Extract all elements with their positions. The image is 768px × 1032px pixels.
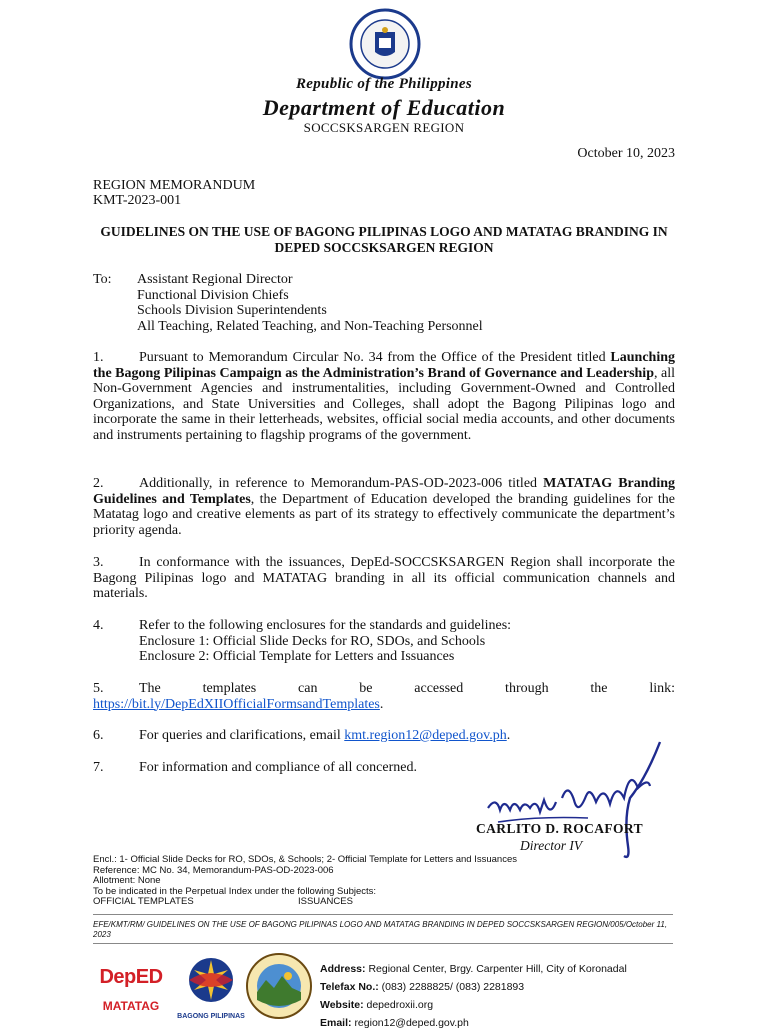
notes-block	[93, 855, 693, 908]
divider	[93, 914, 673, 915]
recipient-list	[137, 272, 483, 334]
paragraph-1: 1. Pursuant to Memorandum Circular No. 34 from the Office of the President titled Launching the Bagong Pilipinas Campaign as the Administration’s Brand of Governance and Leadership, all Non-Government Agencies and instrumentalities, including Government-Owned and Controlled Organizations, and State Universities and Colleges, shall adopt the Bagong Pilipinas logo and incorporate the same in their letterheads, websites, official social media accounts, and other documents and instruments pertaining to flagship programs of the government.	[93, 350, 676, 443]
reference-note: Reference: MC No. 34, Memorandum-PAS-OD-2023-006	[93, 864, 334, 876]
index-note: To be indicated in the Perpetual Index under the following Subjects:	[93, 885, 377, 897]
recipient: Functional Division Chiefs	[137, 287, 289, 303]
divider	[93, 943, 673, 944]
recipient: Assistant Regional Director	[137, 272, 293, 287]
to-label: To:	[93, 272, 112, 287]
memo-id	[93, 178, 255, 208]
allotment-note: Allotment: None	[93, 875, 161, 886]
enclosure-1: Enclosure 1: Official Slide Decks for RO, SDOs, and Schools	[139, 633, 486, 649]
signatory-name: CARLITO D. ROCAFORT	[476, 821, 644, 836]
recipient: Schools Division Superintendents	[137, 303, 327, 318]
contact-info	[320, 960, 627, 1032]
paragraph-number: 7.	[93, 760, 104, 775]
paragraph-3: 3. In conformance with the issuances, DepEd-SOCCSKSARGEN Region shall incorporate the Bagong Pilipinas logo and MATATAG branding in all its official communication channels and materials.	[93, 555, 675, 602]
enclosures-note: Encl.: 1- Official Slide Decks for RO, SDOs, & Schools; 2- Official Template for Letters and Issuances	[93, 854, 517, 865]
paragraph-number: 4.	[93, 618, 104, 633]
memo-number: KMT-2023-001	[93, 193, 182, 208]
templates-link[interactable]: https://bit.ly/DepEdXIIOfficialFormsandTemplates	[93, 696, 380, 712]
bagong-pilipinas-text: BAGONG PILIPINAS	[177, 1013, 245, 1020]
index-subjects: OFFICIAL TEMPLATES ISSUANCES	[93, 896, 353, 907]
department-heading: Department of Education	[262, 95, 506, 120]
paragraph-2: 2. Additionally, in reference to Memorandum-PAS-OD-2023-006 titled MATATAG Branding Guidelines and Templates, the Department of Education developed the branding guidelines for the Matatag logo and creative elements as part of its strategy to effectively communicate the department’s priority agenda.	[93, 476, 676, 538]
bagong-pilipinas-icon	[176, 956, 246, 1004]
region-xii-seal	[244, 952, 314, 1020]
signatory-position: Director IV	[520, 838, 583, 853]
matatag-logo-text: MATATAG	[102, 999, 160, 1013]
republic-heading: Republic of the Philippines	[295, 76, 473, 92]
region-heading: SOCCSKSARGEN REGION	[303, 120, 465, 135]
enclosure-2: Enclosure 2: Official Template for Letters and Issuances	[139, 649, 455, 665]
memo-title: GUIDELINES ON THE USE OF BAGONG PILIPINAS LOGO AND MATATAG BRANDING IN DEPED SOCCSKSARGEN REGION	[100, 224, 668, 255]
bagong-pilipinas-logo	[176, 956, 246, 1018]
email-line: Email: region12@deped.gov.ph	[320, 1017, 469, 1029]
file-reference: EFE/KMT/RM/ GUIDELINES ON THE USE OF BAGONG PILIPINAS LOGO AND MATATAG BRANDING IN DEPED SOCCSKSARGEN REGION/005/October 11, 2023	[93, 920, 668, 939]
paragraph-number: 6.	[93, 728, 104, 743]
memo-date: October 10, 2023	[577, 146, 675, 161]
deped-seal-logo	[349, 8, 421, 80]
paragraph-number: 1.	[93, 350, 104, 365]
deped-logo-text: DepED	[99, 966, 163, 988]
address-line: Address: Regional Center, Brgy. Carpenter Hill, City of Koronadal	[320, 963, 627, 975]
recipient: All Teaching, Related Teaching, and Non-Teaching Personnel	[137, 318, 483, 334]
paragraph-7: 7. For information and compliance of all concerned.	[93, 760, 417, 775]
paragraph-number: 5.	[93, 681, 104, 696]
memo-type: REGION MEMORANDUM	[93, 178, 256, 193]
website-line: Website: depedroxii.org	[320, 999, 434, 1011]
paragraph-6: 6. For queries and clarifications, email kmt.region12@deped.gov.ph.	[93, 728, 511, 743]
paragraph-4: 4. Refer to the following enclosures for the standards and guidelines: Enclosure 1: Official Slide Decks for RO, SDOs, and Schools Enclosure 2: Official Template for Letters and Issuances	[93, 618, 675, 665]
paragraph-number: 2.	[93, 476, 104, 491]
paragraph-5: 5. The templates can be accessed through the link: https://bit.ly/DepEdXIIOfficialFormsandTemplates.	[93, 681, 675, 712]
email-link[interactable]: kmt.region12@deped.gov.ph	[344, 728, 507, 743]
telefax-line: Telefax No.: (083) 2288825/ (083) 2281893	[320, 981, 525, 993]
deped-matatag-logo	[96, 962, 166, 1020]
paragraph-number: 3.	[93, 555, 104, 570]
